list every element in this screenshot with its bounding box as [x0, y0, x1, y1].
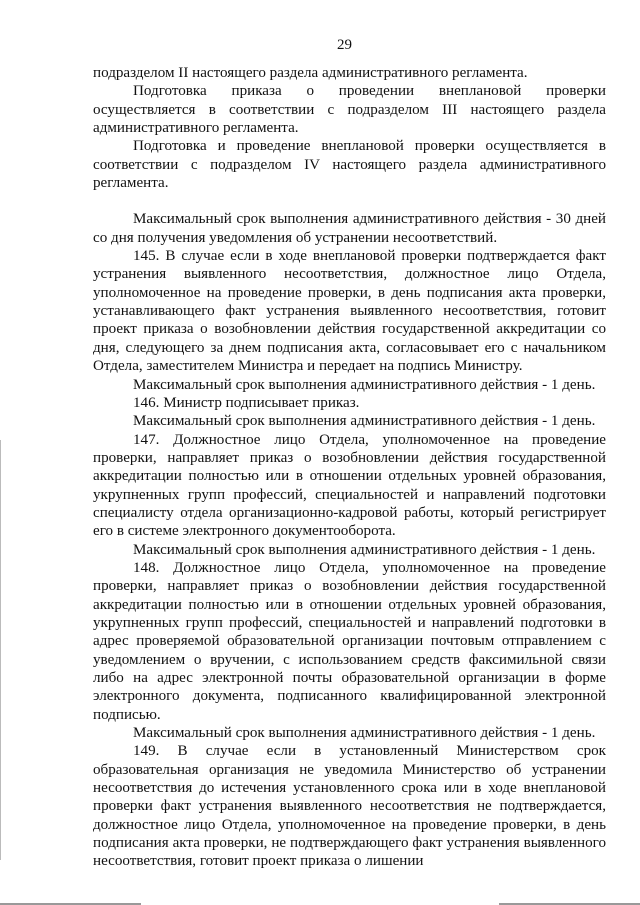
paragraph-145: 145. В случае если в ходе внеплановой проверки подтверждается факт устранения выявленного несоответствия, должностное лицо Отдела, уполномоченное на проведение проверки, в день подписания акта проверки, устанавливающего факт устранения выявленного несоответствия, готовит проект приказа о возобновлении действия государственной аккредитации со дня, следующего за днем подписания акта, согласовывает его с начальником Отдела, заместителем Министра и передает на подпись Министру.	[93, 248, 606, 375]
blank-line	[93, 192, 606, 210]
paragraph-146: 146. Министр подписывает приказ.	[133, 394, 360, 411]
paragraph-max-term-30-days: Максимальный срок выполнения административного действия - 30 дней со дня получения уведомления об устранении несоответствий.	[93, 211, 606, 246]
page-number: 29	[337, 37, 352, 53]
paragraph-148: 148. Должностное лицо Отдела, уполномоченное на проведение проверки, направляет приказ о возобновлении действия государственной аккредитации полностью или в отношении отдельных уровней образования, укрупненных групп профессий, специальностей и направлений подготовки в адрес проверяемой образовательной организации почтовым отправлением с уведомлением о вручении, с использованием средств факсимильной связи либо на адрес электронной почты образовательной организации в форме электронного документа, подписанного квалифицированной электронной подписью.	[93, 559, 606, 723]
paragraph-max-term-147: Максимальный срок выполнения административного действия - 1 день.	[133, 541, 596, 558]
paragraph-149: 149. В случае если в установленный Министерством срок образовательная организация не уведомила Министерство об устранении несоответствия до истечения установленного срока или в ходе внеплановой проверки факт устранения выявленного несоответствия не подтверждается, должностное лицо Отдела, уполномоченное на проведение проверки, в день подписания акта проверки, не подтверждающего факт устранения выявленного несоответствия, готовит проект приказа о лишении	[93, 743, 606, 870]
paragraph-max-term-145: Максимальный срок выполнения административного действия - 1 день.	[133, 376, 596, 393]
paragraph-continuation: подразделом II настоящего раздела административного регламента.	[93, 65, 528, 81]
paragraph-max-term-148: Максимальный срок выполнения административного действия - 1 день.	[133, 725, 596, 742]
paragraph-order-preparation: Подготовка приказа о проведении внеплановой проверки осуществляется в соответствии с подразделом III настоящего раздела административного регламента.	[93, 83, 606, 137]
paragraph-inspection-preparation: Подготовка и проведение внеплановой проверки осуществляется в соответствии с подразделом IV настоящего раздела административного регламента.	[93, 138, 606, 192]
paragraph-max-term-146: Максимальный срок выполнения административного действия - 1 день.	[133, 413, 596, 430]
scan-left-edge	[0, 440, 1, 860]
paragraph-147: 147. Должностное лицо Отдела, уполномоченное на проведение проверки, направляет приказ о возобновлении действия государственной аккредитации полностью или в отношении отдельных уровней образования, укрупненных групп профессий, специальностей и направлений подготовки специалисту отдела организационно-кадровой работы, который регистрирует его в системе электронного документооборота.	[93, 431, 606, 540]
